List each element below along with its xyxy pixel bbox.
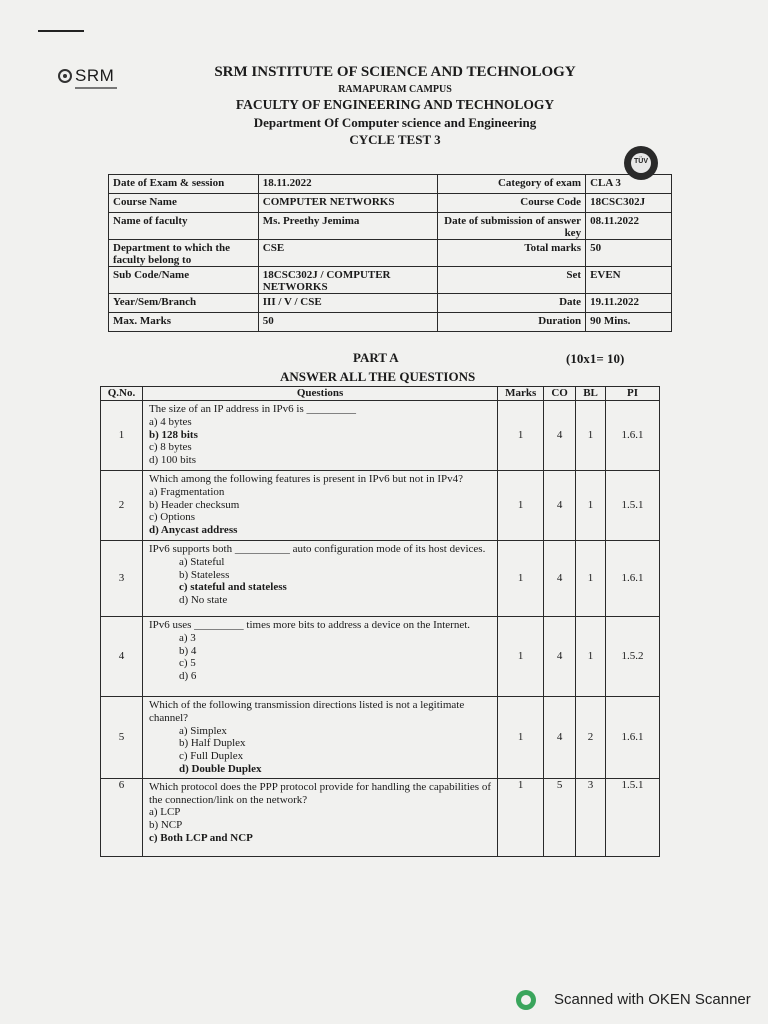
question-row [101, 617, 660, 697]
option-d: d) Double Duplex [178, 762, 262, 775]
question-cell [142, 401, 497, 471]
course-name: COMPUTER NETWORKS [258, 194, 438, 213]
option-d: d) 6 [178, 670, 197, 683]
exam-info-table [108, 174, 672, 332]
col-pi: PI [606, 387, 660, 401]
exam-date: 18.11.2022 [258, 175, 438, 194]
option-c: c) Both LCP and NCP [148, 831, 253, 844]
question-cell [142, 541, 497, 617]
scanner-logo-icon [516, 990, 536, 1010]
option-b: b) Stateless [178, 568, 230, 581]
col-co: CO [544, 387, 576, 401]
option-a: a) Stateful [178, 555, 225, 568]
faculty-label: Name of faculty [109, 213, 259, 240]
option-c: c) Options [148, 511, 196, 524]
option-b: b) Half Duplex [178, 737, 246, 750]
faculty-name: Ms. Preethy Jemima [258, 213, 438, 240]
question-row [101, 697, 660, 779]
question-co: 4 [544, 697, 576, 779]
max-marks-label: Max. Marks [109, 313, 259, 332]
question-text: Which among the following features is present in IPv6 but not in IPv4? [148, 473, 464, 485]
dept-label: Department to which the faculty belong to [109, 240, 259, 267]
question-cell [142, 471, 497, 541]
date-label: Date [438, 294, 586, 313]
question-bl: 1 [576, 617, 606, 697]
question-bl: 1 [576, 541, 606, 617]
option-c: c) stateful and stateless [178, 581, 287, 594]
question-pi: 1.5.1 [606, 471, 660, 541]
question-co: 5 [544, 778, 576, 856]
option-c: c) 8 bytes [148, 441, 192, 454]
col-bl: BL [576, 387, 606, 401]
question-co: 4 [544, 617, 576, 697]
part-marks: (10x1= 10) [566, 351, 625, 366]
option-c: c) 5 [178, 657, 196, 670]
question-bl: 3 [576, 778, 606, 856]
option-a: a) 4 bytes [148, 415, 192, 428]
exam-date-label: Date of Exam & session [109, 175, 259, 194]
max-marks: 50 [258, 313, 438, 332]
option-a: a) LCP [148, 806, 181, 819]
question-number: 1 [101, 401, 143, 471]
submission-label: Date of submission of answer key [438, 213, 586, 240]
tuv-badge-text: TÜV [634, 158, 648, 165]
option-c: c) Full Duplex [178, 750, 244, 763]
subcode-label: Sub Code/Name [109, 267, 259, 294]
test-title: CYCLE TEST 3 [349, 132, 441, 147]
col-qno: Q.No. [101, 387, 143, 401]
question-text: The size of an IP address in IPv6 is _________ [148, 403, 356, 415]
dept: CSE [258, 240, 438, 267]
set: EVEN [586, 267, 672, 294]
option-b: b) 4 [178, 644, 197, 657]
logo-text: SRM [75, 66, 115, 85]
course-code-label: Course Code [438, 194, 586, 213]
question-number: 4 [101, 617, 143, 697]
question-marks: 1 [498, 401, 544, 471]
question-bl: 1 [576, 401, 606, 471]
question-pi: 1.6.1 [606, 541, 660, 617]
institute-title: SRM INSTITUTE OF SCIENCE AND TECHNOLOGY [214, 64, 576, 80]
question-co: 4 [544, 471, 576, 541]
question-bl: 2 [576, 697, 606, 779]
col-questions: Questions [142, 387, 497, 401]
option-a: a) Fragmentation [148, 485, 225, 498]
question-co: 4 [544, 401, 576, 471]
course-name-label: Course Name [109, 194, 259, 213]
duration-label: Duration [438, 313, 586, 332]
question-co: 4 [544, 541, 576, 617]
question-marks: 1 [498, 541, 544, 617]
scanner-text: Scanned with OKEN Scanner [554, 991, 751, 1008]
option-b: b) Header checksum [148, 498, 240, 511]
set-label: Set [438, 267, 586, 294]
option-a: a) 3 [178, 631, 196, 644]
srm-emblem-icon [58, 69, 72, 83]
duration: 90 Mins. [586, 313, 672, 332]
campus-name: RAMAPURAM CAMPUS [338, 84, 452, 95]
submission-date: 08.11.2022 [586, 213, 672, 240]
question-number: 5 [101, 697, 143, 779]
year-label: Year/Sem/Branch [109, 294, 259, 313]
question-pi: 1.6.1 [606, 401, 660, 471]
col-marks: Marks [498, 387, 544, 401]
questions-header-row [101, 387, 660, 401]
pen-mark [38, 30, 84, 32]
option-b: b) NCP [148, 819, 183, 832]
option-d: d) No state [178, 594, 228, 607]
question-row [101, 471, 660, 541]
question-cell [142, 697, 497, 779]
question-marks: 1 [498, 617, 544, 697]
question-number: 3 [101, 541, 143, 617]
faculty-name-heading: FACULTY OF ENGINEERING AND TECHNOLOGY [235, 97, 555, 112]
question-pi: 1.6.1 [606, 697, 660, 779]
course-code: 18CSC302J [586, 194, 672, 213]
question-text: IPv6 uses _________ times more bits to address a device on the Internet. [148, 619, 471, 631]
category: CLA 3 [586, 175, 672, 194]
question-bl: 1 [576, 471, 606, 541]
category-label: Category of exam [438, 175, 586, 194]
year: III / V / CSE [258, 294, 438, 313]
option-a: a) Simplex [178, 724, 227, 737]
question-number: 2 [101, 471, 143, 541]
date: 19.11.2022 [586, 294, 672, 313]
question-row [101, 541, 660, 617]
total-marks-label: Total marks [438, 240, 586, 267]
question-text: Which protocol does the PPP protocol provide for handling the capabilities of the connection/link on the network? [148, 780, 492, 806]
option-d: d) 100 bits [148, 454, 197, 467]
question-pi: 1.5.2 [606, 617, 660, 697]
question-marks: 1 [498, 697, 544, 779]
questions-table [100, 386, 660, 857]
logo-tagline [75, 87, 117, 89]
option-d: d) Anycast address [148, 524, 238, 537]
part-title: PART A [353, 350, 399, 365]
question-row [101, 778, 660, 856]
question-cell [142, 778, 497, 856]
question-text: IPv6 supports both __________ auto configuration mode of its host devices. [148, 543, 486, 555]
department-heading: Department Of Computer science and Engineering [253, 115, 537, 130]
question-text: Which of the following transmission directions listed is not a legitimate channel? [148, 699, 465, 724]
option-b: b) 128 bits [148, 428, 198, 441]
question-pi: 1.5.1 [606, 778, 660, 856]
part-instruction: ANSWER ALL THE QUESTIONS [280, 369, 476, 384]
question-row [101, 401, 660, 471]
srm-logo [58, 66, 120, 96]
question-cell [142, 617, 497, 697]
question-number: 6 [101, 778, 143, 856]
question-marks: 1 [498, 471, 544, 541]
subcode: 18CSC302J / COMPUTER NETWORKS [258, 267, 438, 294]
total-marks: 50 [586, 240, 672, 267]
question-marks: 1 [498, 778, 544, 856]
